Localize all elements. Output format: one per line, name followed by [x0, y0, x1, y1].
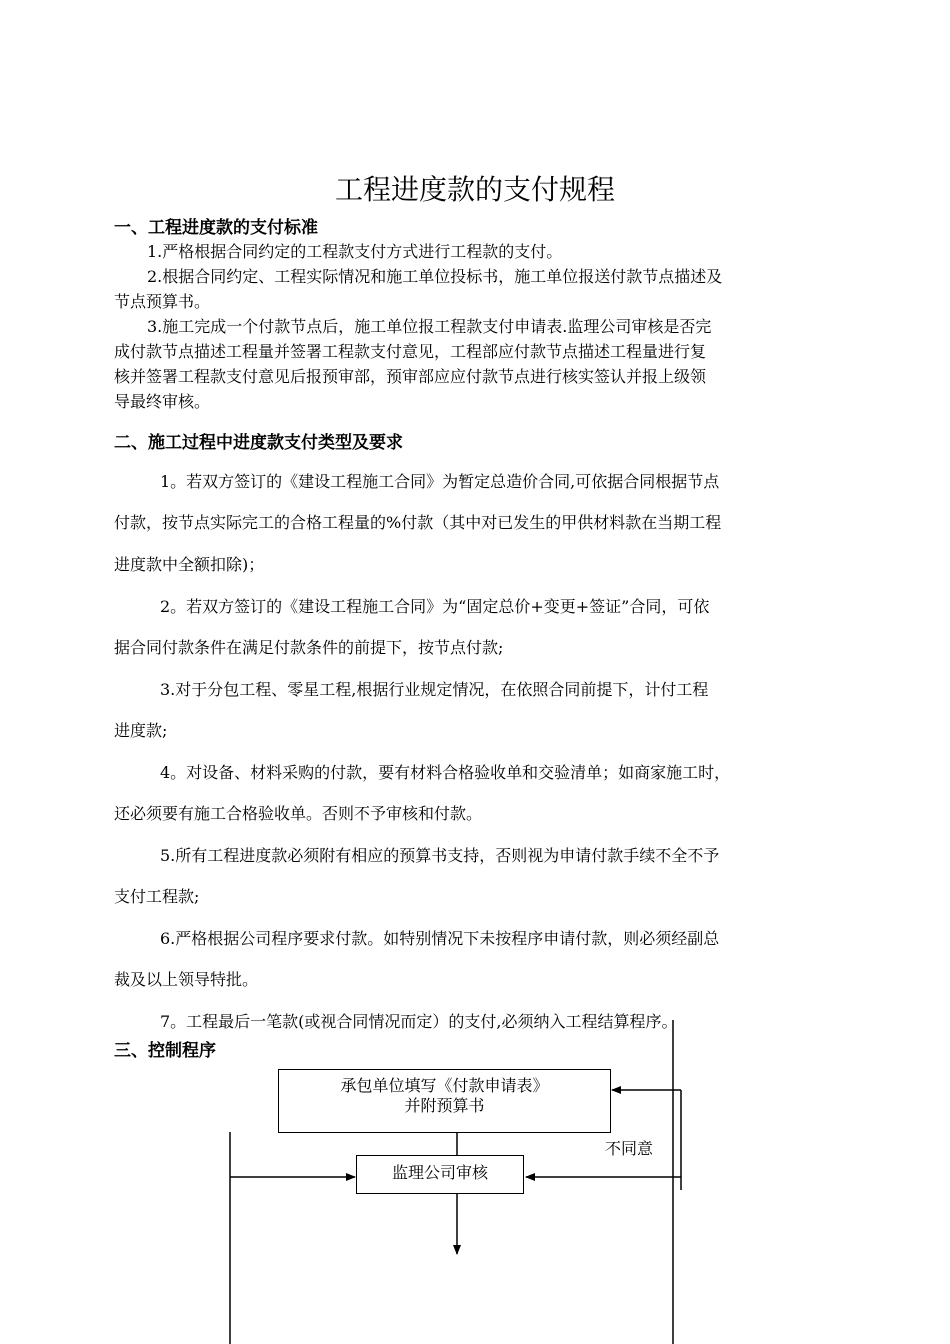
- section2-item4-line1: 4。对设备、材料采购的付款，要有材料合格验收单和交验清单；如商家施工时，: [160, 763, 731, 782]
- section2-item1-line2: 付款，按节点实际完工的合格工程量的%付款（其中对已发生的甲供材料款在当期工程: [114, 513, 722, 532]
- application-box-line1: 承包单位填写《付款申请表》: [340, 1076, 549, 1095]
- section2-item1-line1: 1。若双方签订的《建设工程施工合同》为暂定总造价合同,可依据合同根据节点: [160, 472, 720, 491]
- section1-item3-line2: 成付款节点描述工程量并签署工程款支付意见，工程部应付款节点描述工程量进行复: [114, 342, 707, 361]
- supervisor-review-box: [356, 1155, 524, 1194]
- section2-item5-line1: 5.所有工程进度款必须附有相应的预算书支持，否则视为申请付款手续不全不予: [160, 846, 720, 865]
- section1-item2-line1: 2.根据合同约定、工程实际情况和施工单位投标书，施工单位报送付款节点描述及: [147, 267, 723, 286]
- section2-item5-line2: 支付工程款;: [114, 887, 200, 906]
- section1-item3-line3: 核并签署工程款支付意见后报预审部，预审部应应付款节点进行核实签认并报上级领: [114, 367, 707, 386]
- supervisor-review-label: 监理公司审核: [391, 1163, 488, 1182]
- section2-heading: 二、施工过程中进度款支付类型及要求: [114, 433, 403, 453]
- section1-item3-line4: 导最终审核。: [114, 392, 211, 411]
- section3-heading: 三、控制程序: [114, 1041, 216, 1061]
- reject-label: 不同意: [605, 1139, 654, 1158]
- section1-heading: 一、工程进度款的支付标准: [114, 218, 318, 238]
- section2-item4-line2: 还必须要有施工合格验收单。否则不予审核和付款。: [114, 804, 483, 823]
- section1-item1: 1.严格根据合同约定的工程款支付方式进行工程款的支付。: [147, 242, 563, 261]
- section2-item1-line3: 进度款中全额扣除)；: [114, 555, 265, 574]
- section2-item2-line2: 据合同付款条件在满足付款条件的前提下，按节点付款;: [114, 638, 504, 657]
- application-box-line2: 并附预算书: [404, 1096, 485, 1115]
- page-title: 工程进度款的支付规程: [334, 173, 615, 206]
- section1-item3-line1: 3.施工完成一个付款节点后，施工单位报工程款支付申请表.监理公司审核是否完: [147, 317, 712, 336]
- section2-item2-line1: 2。若双方签订的《建设工程施工合同》为“固定总价+变更+签证”合同，可依: [160, 597, 710, 616]
- section2-item3-line2: 进度款;: [114, 721, 168, 740]
- section2-item3-line1: 3.对于分包工程、零星工程,根据行业规定情况，在依照合同前提下，计付工程: [160, 680, 709, 699]
- section2-item7: 7。工程最后一笔款(或视合同情况而定）的支付,必须纳入工程结算程序。: [160, 1012, 678, 1031]
- section1-item2-line2: 节点预算书。: [114, 292, 211, 311]
- application-box: [278, 1069, 611, 1133]
- section2-item6-line1: 6.严格根据公司程序要求付款。如特别情况下未按程序申请付款，则必须经副总: [160, 929, 720, 948]
- section2-item6-line2: 裁及以上领导特批。: [114, 970, 259, 989]
